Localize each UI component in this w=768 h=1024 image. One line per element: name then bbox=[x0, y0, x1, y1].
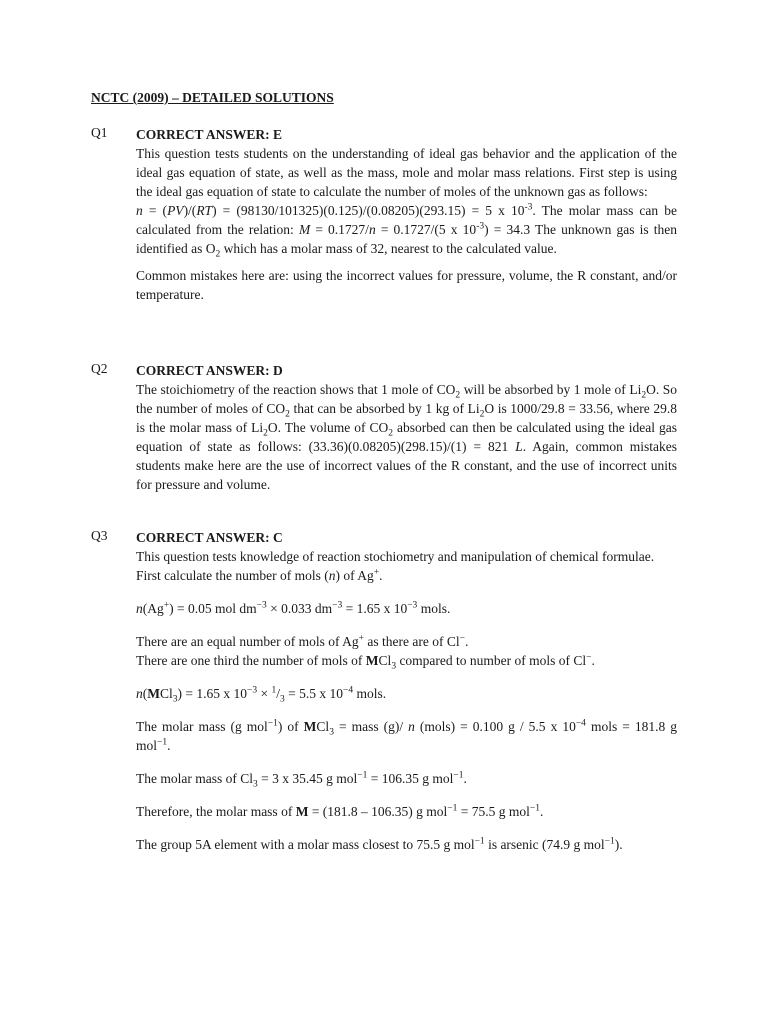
solution-q2 bbox=[136, 361, 677, 494]
sup: − bbox=[586, 652, 592, 663]
t: The group 5A element with a molar mass closest to 75.5 g mol bbox=[136, 837, 475, 852]
solution-q3 bbox=[136, 528, 677, 854]
t: compared to number of mols of Cl bbox=[396, 653, 587, 668]
var-n: n bbox=[136, 601, 143, 616]
q2-paragraph bbox=[136, 380, 677, 494]
var-m: M bbox=[298, 222, 311, 237]
t: ) = 1.65 x 10 bbox=[177, 686, 247, 701]
var-m: M bbox=[295, 804, 309, 819]
t: as there are of Cl bbox=[364, 634, 460, 649]
sub: 2 bbox=[455, 390, 461, 401]
t: = 1.65 x 10 bbox=[342, 601, 408, 616]
t: O is 1000/29.8 = 33.56, where 29.8 is the molar mass of Li bbox=[136, 401, 677, 435]
t: / bbox=[276, 686, 280, 701]
sup: −3 bbox=[247, 685, 258, 696]
t: mols. bbox=[417, 601, 451, 616]
q3-eq-ag bbox=[136, 599, 677, 618]
q3-intro: This question tests knowledge of reaction stochiometry and manipulation of chemical formulae. bbox=[136, 549, 655, 564]
q3-one-third bbox=[136, 651, 677, 670]
t: ) of Ag bbox=[335, 568, 374, 583]
t: Cl bbox=[378, 653, 392, 668]
t: mols. bbox=[353, 686, 387, 701]
sup: −3 bbox=[332, 600, 343, 611]
unit-l: L bbox=[515, 439, 523, 454]
t: . bbox=[167, 738, 171, 753]
sup: −1 bbox=[474, 836, 485, 847]
var-n: n bbox=[136, 686, 143, 701]
sup: −1 bbox=[447, 803, 458, 814]
var-n: n bbox=[408, 719, 415, 734]
t: . Again, common mistakes students make here are the use of incorrect values of the R constant, and the use of incorrect units for pressure and volume. bbox=[136, 439, 678, 492]
t: = (181.8 – 106.35) g mol bbox=[308, 804, 448, 819]
sub: 3 bbox=[329, 727, 334, 738]
t: . bbox=[379, 568, 383, 583]
question-number-q2: Q2 bbox=[91, 361, 108, 376]
q1-eq2: = 0.1727/ bbox=[310, 222, 369, 237]
t: that can be absorbed by 1 kg of Li bbox=[289, 401, 480, 416]
var-n: n bbox=[368, 222, 376, 237]
sup: −1 bbox=[357, 770, 368, 781]
sub: 2 bbox=[285, 409, 290, 420]
sub: 2 bbox=[641, 390, 647, 401]
var-rt: RT bbox=[196, 203, 213, 218]
var-pv: PV bbox=[167, 203, 184, 218]
t: The molar mass of Cl bbox=[136, 771, 253, 786]
q1-eq2b: = 0.1727/(5 x 10 bbox=[375, 222, 477, 237]
t: Cl bbox=[160, 686, 173, 701]
t: . bbox=[464, 634, 469, 649]
q1-eq1: = (98130/101325)(0.125)/(0.08205)(293.15) = 5 x 10 bbox=[216, 203, 525, 218]
t: There are an equal number of mols of Ag bbox=[136, 634, 359, 649]
correct-answer-q1: CORRECT ANSWER: E bbox=[136, 127, 283, 142]
sup: 1 bbox=[271, 685, 277, 696]
t: (Ag bbox=[142, 601, 164, 616]
sup: −4 bbox=[575, 718, 586, 729]
t: mols = 181.8 g mol bbox=[136, 719, 677, 753]
t: × 0.033 dm bbox=[266, 601, 333, 616]
question-number-q1: Q1 bbox=[91, 125, 108, 140]
t: Cl bbox=[316, 719, 330, 734]
t: Therefore, the molar mass of bbox=[136, 804, 296, 819]
t: = 3 x 35.45 g mol bbox=[257, 771, 358, 786]
t: ). bbox=[614, 837, 623, 852]
sup: −4 bbox=[343, 685, 354, 696]
sub: 3 bbox=[391, 661, 397, 672]
q3-molar-mass bbox=[136, 717, 677, 755]
correct-answer-q3: CORRECT ANSWER: C bbox=[136, 530, 283, 545]
t: = 75.5 g mol bbox=[457, 804, 530, 819]
t: There are one third the number of mols of bbox=[136, 653, 366, 668]
var-m: M bbox=[303, 719, 317, 734]
exp: -3 bbox=[476, 221, 485, 232]
sup: −1 bbox=[157, 737, 168, 748]
t: absorbed can then be calculated using the ideal gas equation of state as follows: (33.36)(0.08205)(298.15)/(1) = 821 bbox=[136, 420, 677, 454]
correct-answer-q2: CORRECT ANSWER: D bbox=[136, 363, 283, 378]
sup: + bbox=[373, 567, 380, 578]
t: First calculate the number of mols ( bbox=[136, 568, 329, 583]
q3-molar-mass-m bbox=[136, 802, 677, 821]
q1-end: which has a molar mass of 32, nearest to the calculated value. bbox=[220, 241, 557, 256]
sub: 3 bbox=[280, 694, 285, 705]
t: The stoichiometry of the reaction shows that 1 mole of CO bbox=[136, 382, 456, 397]
q1-eq2-tail: ) = 34.3 The unknown gas is then identified as O bbox=[136, 222, 677, 256]
t: O. The volume of CO bbox=[267, 420, 389, 435]
t: . bbox=[463, 771, 467, 786]
q1-intro: This question tests students on the understanding of ideal gas behavior and the application of the ideal gas equation of state, as well as the mass, mole and molar mass relations. First step is using the ideal gas equation of state to calculate the number of moles of the unknown gas as follows: bbox=[136, 146, 677, 199]
t: will be absorbed by 1 mole of Li bbox=[460, 382, 642, 397]
q3-equal-mols bbox=[136, 632, 677, 651]
t: = mass (g)/ bbox=[333, 719, 409, 734]
sub: 3 bbox=[252, 779, 258, 790]
t: × bbox=[257, 686, 272, 701]
q1-paragraph: This question tests students on the understanding of ideal gas behavior and the application of the ideal gas equation of state, as well as the mass, mole and molar mass relations. First step is using the ideal gas equation of state to calculate the number of moles of the unknown gas as follows: n = (PV)/(RT) = (98130/101325)(0.125)/(0.08205)(293.15) = 5 x $10^{-3}$. The molar mass can be calculated from the relation: M = 0.1727/n = 0.1727/(5 x $10^{-3}) = 34.3$ The unknown gas is then identified as $O_2$ which has a molar mass of 32, nearest to the calculated value. bbox=[136, 146, 677, 260]
q3-molar-mass-cl3 bbox=[136, 769, 677, 788]
t: ) of bbox=[277, 719, 304, 734]
sup: + bbox=[163, 600, 170, 611]
t: The molar mass (g mol bbox=[136, 719, 268, 734]
t: = 5.5 x 10 bbox=[284, 686, 343, 701]
var-m: M bbox=[147, 686, 160, 701]
t: O. So the number of moles of CO bbox=[136, 382, 677, 416]
q1-eq1-tail: . The molar mass can be calculated from the relation: bbox=[136, 203, 677, 237]
t: (mols) = 0.100 g / 5.5 x 10 bbox=[414, 719, 576, 734]
sup: −1 bbox=[529, 803, 541, 814]
q3-conclusion bbox=[136, 835, 677, 854]
q3-step1 bbox=[136, 566, 677, 585]
q3-eq-mcl3: n(MCl$_3$) = 1.65 x $10^{-3} \times ^1/_3 = 5.5$ x $10^{-4}$ mols. bbox=[136, 685, 387, 705]
sup: −1 bbox=[604, 836, 615, 847]
sup: −1 bbox=[267, 718, 278, 729]
t: = 106.35 g mol bbox=[367, 771, 454, 786]
var-n: n bbox=[328, 568, 336, 583]
solution-q1 bbox=[136, 125, 677, 304]
q1-mistakes: Common mistakes here are: using the incorrect values for pressure, volume, the R constant, and/or temperature. bbox=[136, 268, 677, 302]
sub: 2 bbox=[479, 409, 485, 420]
sub: 2 bbox=[215, 249, 221, 260]
sup: −1 bbox=[453, 770, 464, 781]
sub: 2 bbox=[388, 428, 393, 439]
t: ) = 0.05 mol dm bbox=[169, 601, 257, 616]
t: . bbox=[591, 653, 595, 668]
sup: − bbox=[459, 633, 465, 644]
var-m: M bbox=[365, 653, 379, 668]
sup: −3 bbox=[256, 600, 267, 611]
sup: −3 bbox=[407, 600, 418, 611]
t: is arsenic (74.9 g mol bbox=[484, 837, 605, 852]
t: . bbox=[540, 804, 544, 819]
sub: 3 bbox=[172, 694, 178, 705]
var-n: n bbox=[136, 203, 143, 218]
exp: -3 bbox=[524, 202, 533, 213]
question-number-q3: Q3 bbox=[91, 528, 108, 543]
sup: + bbox=[358, 633, 365, 644]
page-title: NCTC (2009) – DETAILED SOLUTIONS bbox=[91, 90, 334, 105]
sub: 2 bbox=[263, 428, 268, 439]
